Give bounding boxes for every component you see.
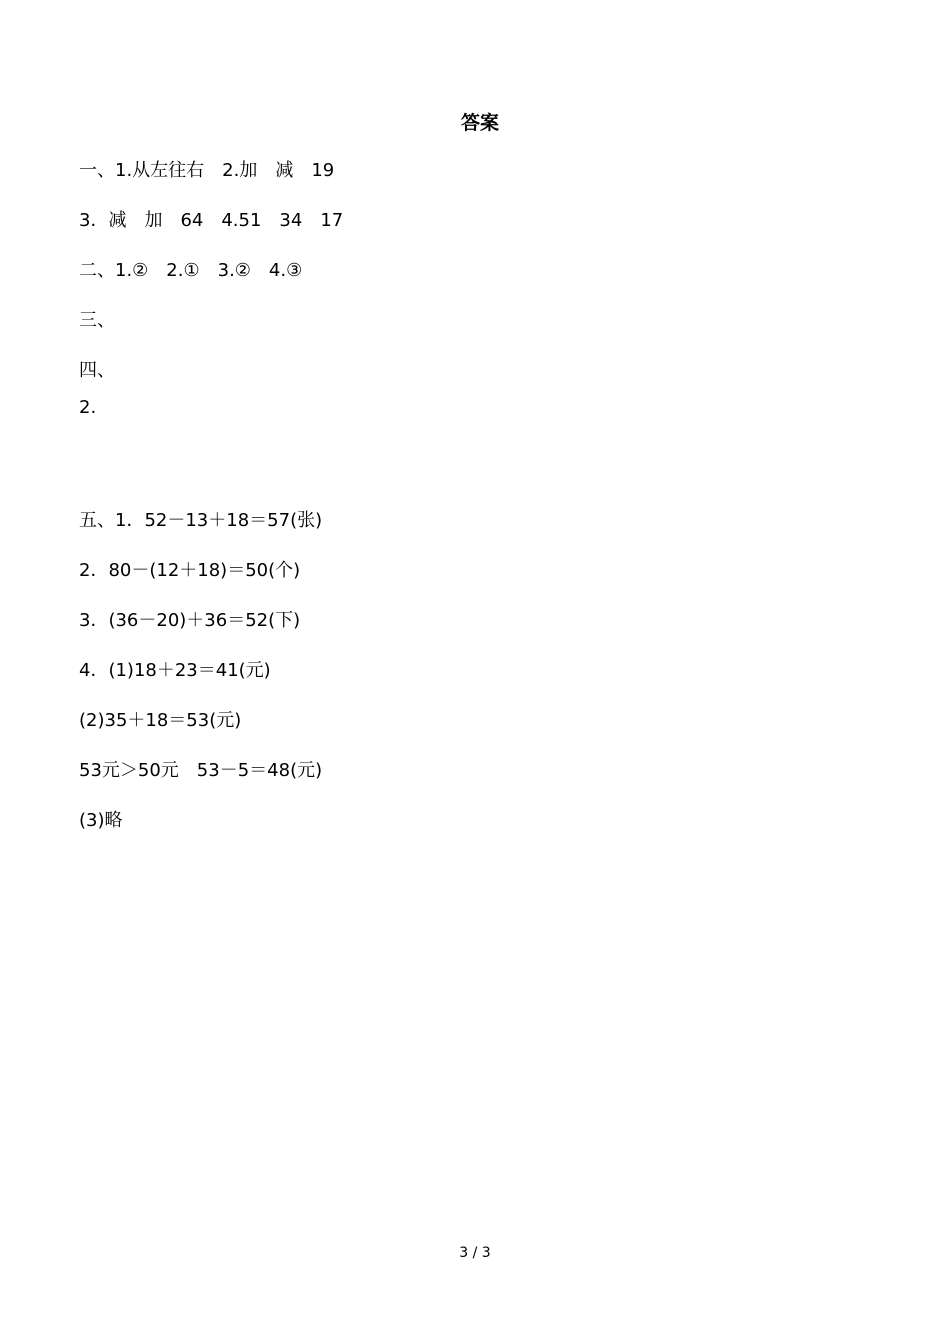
answer-line-13: (3)略 (79, 810, 123, 831)
answer-line-4: 三、 (79, 310, 115, 331)
answer-line-5: 四、 (79, 360, 115, 381)
answer-line-9: 3．(36－20)＋36＝52(下) (79, 610, 301, 631)
answer-line-8: 2．80－(12＋18)＝50(个) (79, 560, 301, 581)
answer-line-10: 4．(1)18＋23＝41(元) (79, 660, 271, 681)
answer-line-7: 五、1．52－13＋18＝57(张) (79, 510, 323, 531)
answer-line-2: 3．减 加 64 4.51 34 17 (79, 210, 344, 231)
answer-line-1: 一、1.从左往右 2.加 减 19 (79, 160, 335, 181)
page-number: 3 / 3 (459, 1245, 491, 1261)
answer-line-12: 53元＞50元 53－5＝48(元) (79, 760, 323, 781)
answer-line-3: 二、1.② 2.① 3.② 4.③ (79, 260, 303, 281)
page-title: 答案 (460, 112, 499, 134)
answer-line-6: 2. (79, 397, 97, 418)
answer-line-11: (2)35＋18＝53(元) (79, 710, 242, 731)
